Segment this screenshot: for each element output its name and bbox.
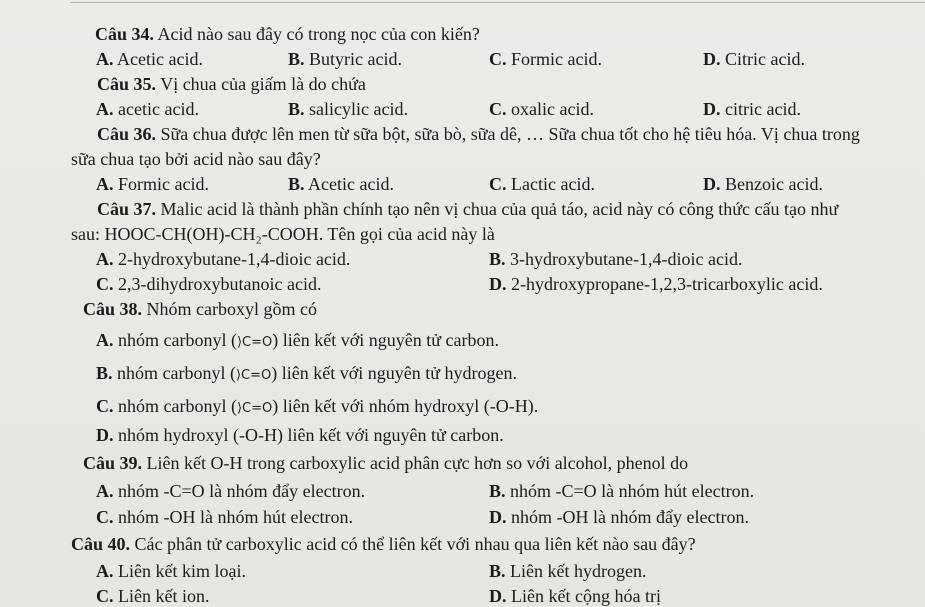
carbonyl-group-icon: ⟩C=O bbox=[235, 368, 272, 383]
q39-option-d[interactable]: D. nhóm -OH là nhóm đẩy electron. bbox=[489, 507, 749, 527]
q34-option-c[interactable]: C. Formic acid. bbox=[489, 49, 602, 69]
q38-option-b[interactable]: B. nhóm carbonyl (⟩C=O) liên kết với nguyên tử hydrogen. bbox=[96, 362, 517, 387]
question-39: Câu 39. Liên kết O-H trong carboxylic acid phân cực hơn so với alcohol, phenol do bbox=[83, 453, 689, 473]
carbonyl-group-icon: ⟩C=O bbox=[236, 401, 273, 416]
q36-option-a[interactable]: A. Formic acid. bbox=[96, 174, 209, 194]
q38-option-c[interactable]: C. nhóm carbonyl (⟩C=O) liên kết với nhóm hydroxyl (-O-H). bbox=[96, 395, 538, 420]
q40-option-b[interactable]: B. Liên kết hydrogen. bbox=[489, 561, 647, 581]
q37-option-a[interactable]: A. 2-hydroxybutane-1,4-dioic acid. bbox=[96, 249, 351, 269]
carbonyl-group-icon: ⟩C=O bbox=[236, 335, 273, 350]
question-36: Câu 36. Sữa chua được lên men từ sữa bột, sữa bò, sữa dê, … Sữa chua tốt cho hệ tiêu hóa. Vị chua trong bbox=[97, 124, 860, 144]
q35-option-c[interactable]: C. oxalic acid. bbox=[489, 99, 594, 119]
q37-option-c[interactable]: C. 2,3-dihydroxybutanoic acid. bbox=[96, 274, 322, 294]
q34-option-a[interactable]: A. Acetic acid. bbox=[96, 49, 203, 69]
q34-option-b[interactable]: B. Butyric acid. bbox=[288, 49, 402, 69]
question-34: Câu 34. Acid nào sau đây có trong nọc của con kiến? bbox=[95, 24, 480, 44]
q35-option-d[interactable]: D. citric acid. bbox=[703, 99, 801, 119]
q38-option-a[interactable]: A. nhóm carbonyl (⟩C=O) liên kết với nguyên tử carbon. bbox=[96, 329, 499, 354]
q37-option-b[interactable]: B. 3-hydroxybutane-1,4-dioic acid. bbox=[489, 249, 743, 269]
q39-option-a[interactable]: A. nhóm -C=O là nhóm đẩy electron. bbox=[96, 481, 366, 501]
question-35: Câu 35. Vị chua của giấm là do chứa bbox=[97, 74, 366, 94]
q34-option-d[interactable]: D. Citric acid. bbox=[703, 49, 805, 69]
question-37: Câu 37. Malic acid là thành phần chính tạo nên vị chua của quả táo, acid này có công thức cấu tạo như bbox=[97, 199, 839, 219]
q37-option-d[interactable]: D. 2-hydroxypropane-1,2,3-tricarboxylic acid. bbox=[489, 274, 823, 294]
q40-option-c[interactable]: C. Liên kết ion. bbox=[96, 586, 210, 606]
q36-option-b[interactable]: B. Acetic acid. bbox=[288, 174, 394, 194]
q39-option-b[interactable]: B. nhóm -C=O là nhóm hút electron. bbox=[489, 481, 755, 501]
q36-option-d[interactable]: D. Benzoic acid. bbox=[703, 174, 823, 194]
top-rule bbox=[70, 2, 925, 3]
question-38: Câu 38. Nhóm carboxyl gồm có bbox=[83, 299, 317, 319]
q40-option-a[interactable]: A. Liên kết kim loại. bbox=[96, 561, 246, 581]
question-37-line-2: sau: HOOC-CH(OH)-CH₂-COOH. Tên gọi của acid này là bbox=[71, 224, 495, 244]
q35-option-b[interactable]: B. salicylic acid. bbox=[288, 99, 408, 119]
q36-option-c[interactable]: C. Lactic acid. bbox=[489, 174, 595, 194]
q38-option-d[interactable]: D. nhóm hydroxyl (-O-H) liên kết với nguyên tử carbon. bbox=[96, 425, 504, 445]
q39-option-c[interactable]: C. nhóm -OH là nhóm hút electron. bbox=[96, 507, 353, 527]
question-40: Câu 40. Các phân tử carboxylic acid có thể liên kết với nhau qua liên kết nào sau đây? bbox=[71, 534, 696, 554]
q35-option-a[interactable]: A. acetic acid. bbox=[96, 99, 199, 119]
question-36-line-2: sữa chua tạo bởi acid nào sau đây? bbox=[71, 149, 321, 169]
q40-option-d[interactable]: D. Liên kết cộng hóa trị bbox=[489, 586, 661, 606]
